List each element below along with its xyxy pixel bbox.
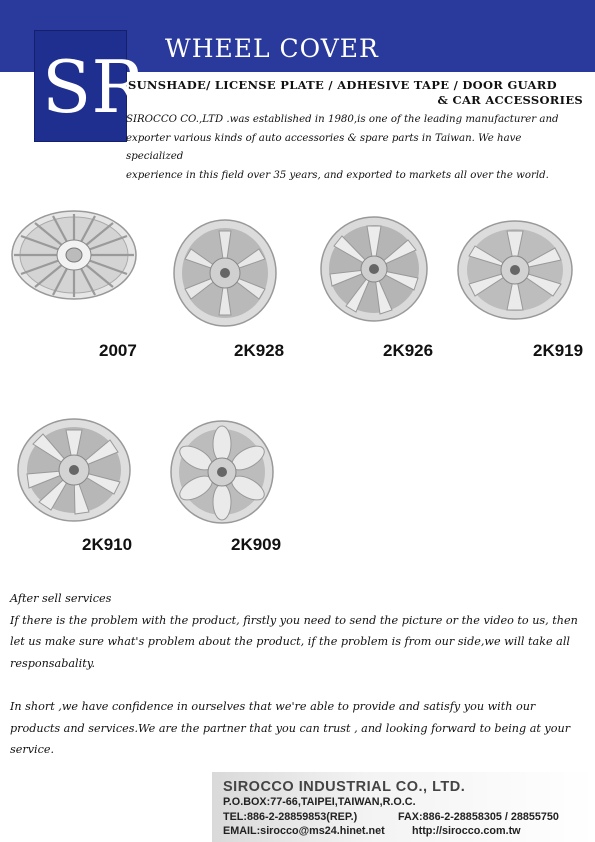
company-website: http://sirocco.com.tw	[412, 825, 521, 837]
wheel-cover-2k926-icon	[320, 216, 428, 322]
intro-line-2: exporter various kinds of auto accessories & spare parts in Taiwan. We have specialized	[126, 132, 522, 162]
intro-line-3: experience in this field over 35 years, and exported to markets all over the world.	[126, 169, 549, 181]
logo-text: SR	[42, 45, 146, 129]
company-intro	[126, 111, 578, 185]
products-line-2: & CAR ACCESSORIES	[437, 93, 583, 107]
wheel-code-2k926: 2K926	[383, 341, 434, 360]
wheel-cover-2k909-icon	[170, 420, 275, 525]
company-tel: TEL:886-2-28859853(REP.)	[223, 811, 358, 823]
company-name: SIROCCO INDUSTRIAL CO., LTD.	[223, 779, 466, 795]
wheel-cover-2k910-icon	[17, 418, 132, 523]
intro-line-1: SIROCCO CO.,LTD .was established in 1980,is one of the leading manufacturer and	[126, 114, 559, 125]
wheel-code-2k910: 2K910	[82, 535, 133, 554]
wheel-cover-2k919-icon	[457, 220, 573, 320]
product-categories	[128, 78, 583, 108]
service-line-2: let us make sure what's problem about the product, if the problem is from our side,we will take all	[10, 635, 570, 648]
service-line-4: In short ,we have confidence in ourselves that we're able to provide and satisfy you with our	[10, 700, 536, 713]
service-line-6: service.	[10, 743, 55, 756]
service-line-5: products and services.We are the partner that you can trust , and looking forward to being at your	[10, 721, 571, 735]
wheel-cover-2007-icon	[11, 210, 137, 300]
products-line-1: SUNSHADE/ LICENSE PLATE / ADHESIVE TAPE / DOOR GUARD	[128, 78, 557, 92]
page-title: WHEEL COVER	[165, 34, 379, 63]
company-email: EMAIL:sirocco@ms24.hinet.net	[223, 825, 385, 837]
service-line-1: If there is the problem with the product, firstly you need to send the picture or the video to us, then	[10, 613, 578, 627]
wheel-code-2k909: 2K909	[231, 535, 282, 554]
paragraph-gap	[10, 674, 585, 696]
wheel-code-2007: 2007	[99, 341, 137, 360]
wheel-cover-2k928-icon	[173, 219, 277, 327]
wheel-code-2k919: 2K919	[533, 341, 584, 360]
service-heading: After sell services	[10, 592, 112, 605]
company-fax: FAX:886-2-28858305 / 28855750	[398, 811, 559, 823]
company-logo	[34, 30, 146, 142]
after-sales-section	[10, 588, 585, 761]
wheel-code-2k928: 2K928	[234, 341, 285, 360]
service-line-3: responsabality.	[10, 656, 96, 670]
company-address: P.O.BOX:77-66,TAIPEI,TAIWAN,R.O.C.	[223, 796, 416, 808]
